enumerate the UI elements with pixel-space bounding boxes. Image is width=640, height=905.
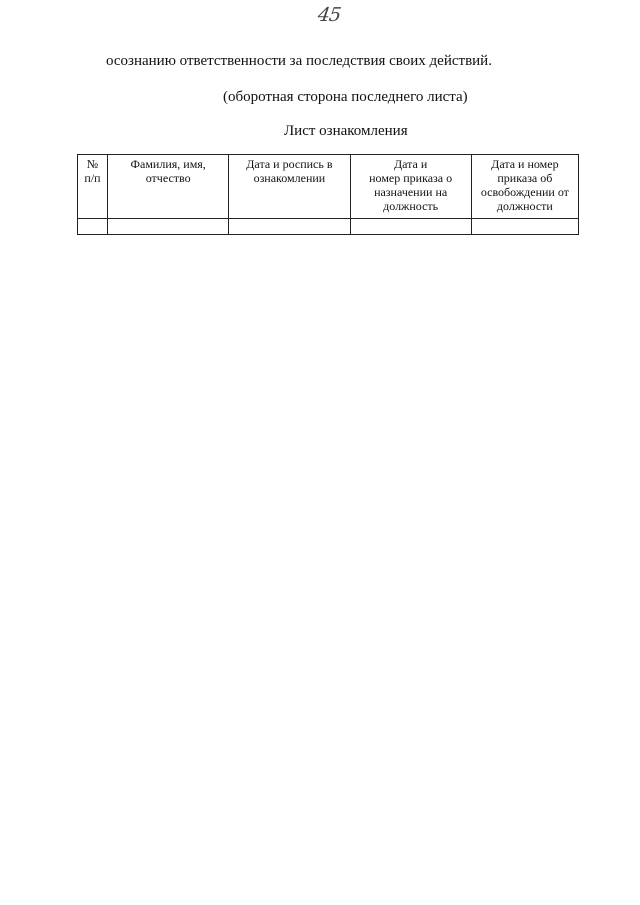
table-cell xyxy=(78,219,108,235)
page-number: 45 xyxy=(316,4,342,26)
table-cell xyxy=(229,219,350,235)
acknowledgement-table xyxy=(77,154,579,235)
back-side-note: (оборотная сторона последнего листа) xyxy=(223,89,468,105)
table-header-row xyxy=(78,155,579,219)
column-header-full-name xyxy=(108,155,229,219)
sheet-title: Лист ознакомления xyxy=(284,123,408,139)
column-header-number xyxy=(78,155,108,219)
column-header-label: Фамилия, имя, отчество xyxy=(130,157,206,185)
table-cell xyxy=(471,219,578,235)
column-header-appointment-order xyxy=(350,155,471,219)
column-header-label: Дата и роспись в ознакомлении xyxy=(246,157,333,185)
table-cell xyxy=(350,219,471,235)
column-header-label: Дата и номер приказа об освобождении от должности xyxy=(480,157,569,213)
column-header-release-order xyxy=(471,155,578,219)
column-header-label: Дата и номер приказа о назначении на должность xyxy=(369,157,453,213)
table-cell xyxy=(108,219,229,235)
body-text-line: осознанию ответственности за последствия своих действий. xyxy=(106,53,492,69)
column-header-signature-date xyxy=(229,155,350,219)
column-header-label: № п/п xyxy=(84,157,101,185)
table-row xyxy=(78,219,579,235)
